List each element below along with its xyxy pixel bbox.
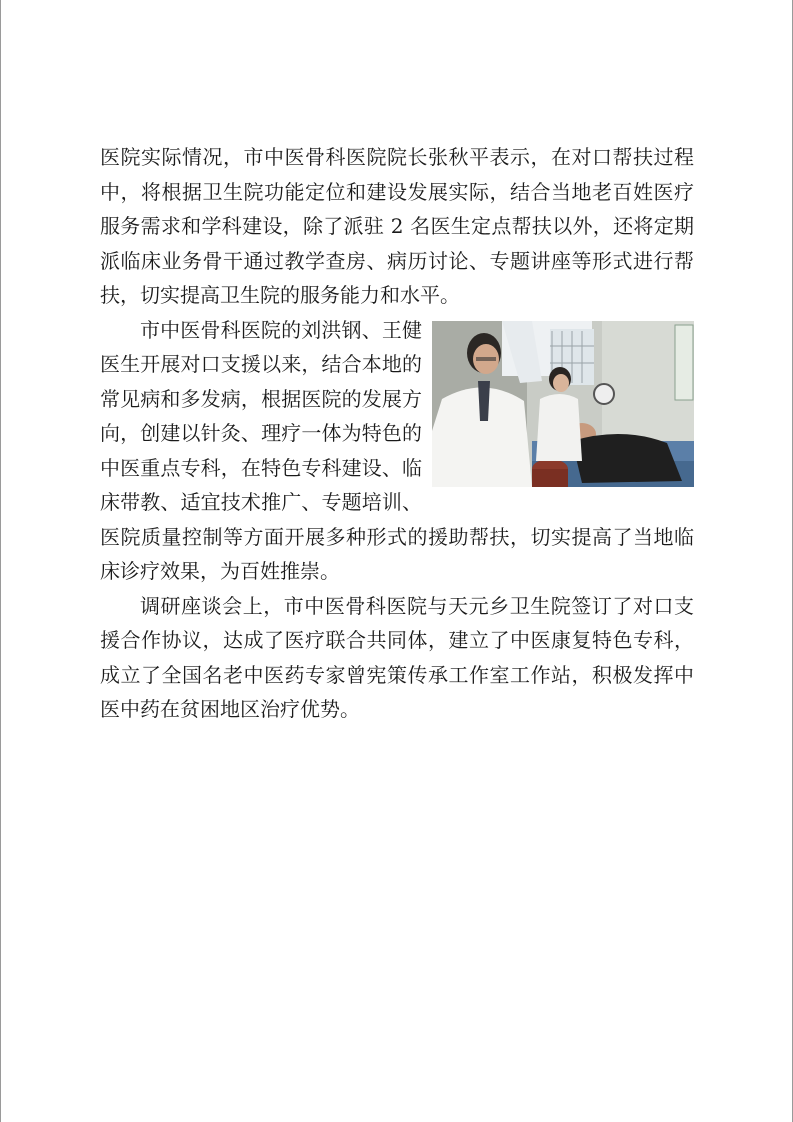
paragraph-2: 市中医骨科医院的刘洪钢、王健医生开展对口支援以来，结合本地的常见病和多发病，根据医院的发展方向，创建以针灸、理疗一体为特色的中医重点专科，在特色专科建设、临床带教、适宜技术推广、专题培训、医院质量控制等方面开展多种形式的援助帮扶，切实提高了当地临床诊疗效果，为百姓推崇。 (100, 317, 694, 583)
paragraph-1: 医院实际情况，市中医骨科医院院长张秋平表示，在对口帮扶过程中，将根据卫生院功能定位和建设发展实际，结合当地老百姓医疗服务需求和学科建设，除了派驻 2 名医生定点帮扶以外，还将定期派临床业务骨干通过教学查房、病历讨论、专题讲座等形式进行帮扶，切实提高卫生院的服务能力和水平。 (100, 145, 694, 307)
document-body (100, 140, 694, 727)
paragraph-3: 调研座谈会上，市中医骨科医院与天元乡卫生院签订了对口支援合作协议，达成了医疗联合共同体，建立了中医康复特色专科，成立了全国名老中医药专家曾宪策传承工作室工作站，积极发挥中医中药在贫困地区治疗优势。 (100, 593, 694, 721)
photo-doctors-treating-patient (432, 321, 694, 487)
